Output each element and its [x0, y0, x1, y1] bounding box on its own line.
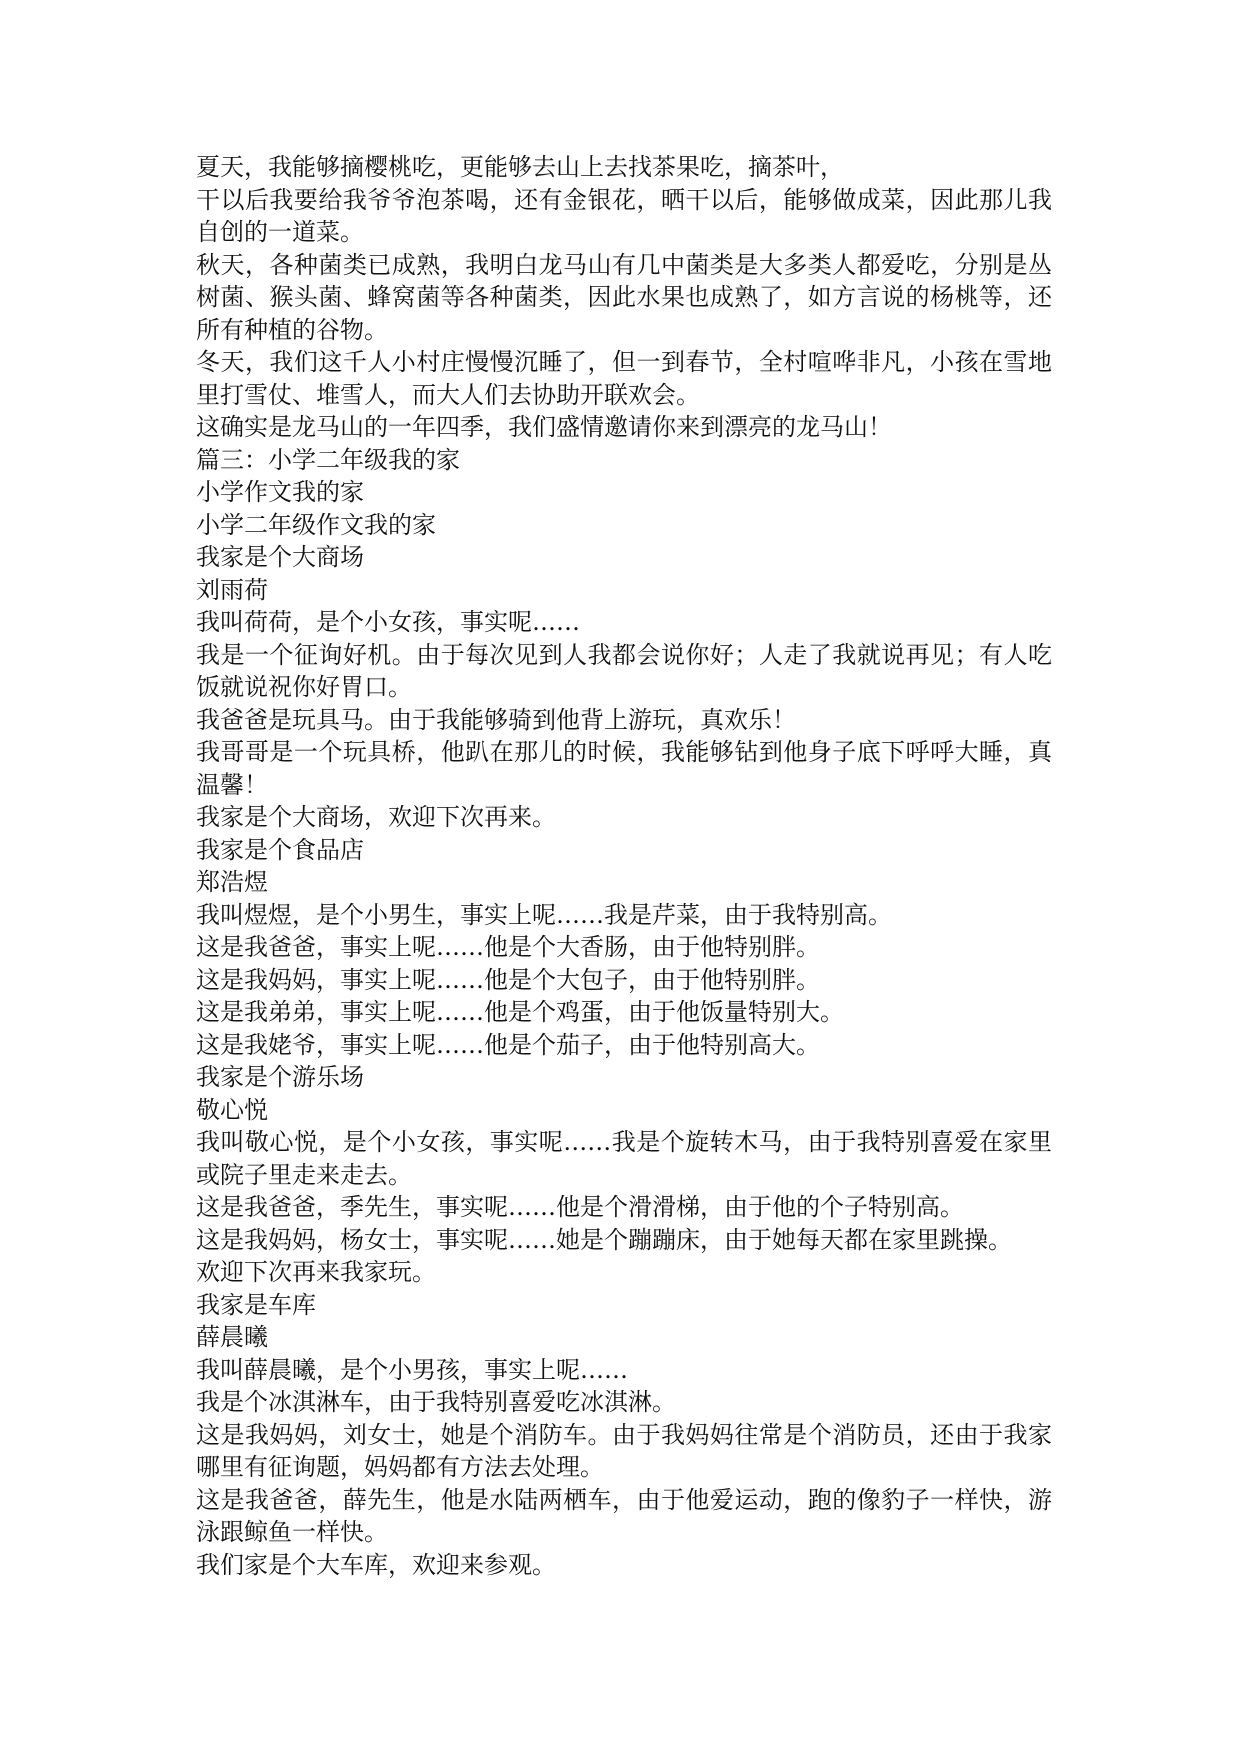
- essay-title: 我家是个游乐场: [196, 1063, 364, 1091]
- paragraph: 我爸爸是玩具马。由于我能够骑到他背上游玩，真欢乐！: [196, 705, 796, 734]
- paragraph: 我是个冰淇淋车，由于我特别喜爱吃冰淇淋。: [196, 1388, 676, 1416]
- essay-title: 我家是车库: [196, 1290, 316, 1319]
- essay-author: 刘雨荷: [196, 575, 268, 604]
- paragraph: 欢迎下次再来我家玩。: [196, 1258, 436, 1286]
- paragraph: 我叫荷荷，是个小女孩，事实呢……: [196, 608, 580, 636]
- document-body: [196, 151, 1052, 1581]
- paragraph: 这是我爸爸，薛先生，他是水陆两栖车，由于他爱运动，跑的像豹子一样快，游泳跟鲸鱼一样快。: [196, 1485, 1052, 1546]
- paragraph: 这是我爸爸，季先生，事实呢……他是个滑滑梯，由于他的个子特别高。: [196, 1193, 964, 1221]
- paragraph: 我哥哥是一个玩具桥，他趴在那儿的时候，我能够钻到他身子底下呼呼大睡，真温馨！: [196, 738, 1052, 799]
- paragraph: 秋天，各种菌类已成熟，我明白龙马山有几中菌类是大多类人都爱吃，分别是丛树菌、猴头菌、蜂窝菌等各种菌类，因此水果也成熟了，如方言说的杨桃等，还所有种植的谷物。: [196, 250, 1052, 344]
- paragraph: 我是一个征询好机。由于每次见到人我都会说你好；人走了我就说再见；有人吃饭就说祝你好胃口。: [196, 640, 1052, 701]
- section-heading: 篇三：小学二年级我的家: [196, 445, 460, 474]
- paragraph: 夏天，我能够摘樱桃吃，更能够去山上去找茶果吃，摘茶叶，: [196, 153, 844, 181]
- paragraph: 我叫敬心悦，是个小女孩，事实呢……我是个旋转木马，由于我特别喜爱在家里或院子里走来走去。: [196, 1128, 1052, 1189]
- paragraph: 这是我弟弟，事实上呢……他是个鸡蛋，由于他饭量特别大。: [196, 998, 844, 1026]
- paragraph: 我们家是个大车库，欢迎来参观。: [196, 1550, 556, 1579]
- paragraph: 这是我爸爸，事实上呢……他是个大香肠，由于他特别胖。: [196, 933, 820, 961]
- paragraph: 这确实是龙马山的一年四季，我们盛情邀请你来到漂亮的龙马山！: [196, 413, 892, 441]
- essay-author: 敬心悦: [196, 1095, 268, 1124]
- subheading: 小学二年级作文我的家: [196, 510, 436, 539]
- paragraph: 我叫煜煜，是个小男生，事实上呢……我是芹菜，由于我特别高。: [196, 900, 892, 929]
- subheading: 小学作文我的家: [196, 478, 364, 506]
- paragraph: 这是我妈妈，事实上呢……他是个大包子，由于他特别胖。: [196, 965, 820, 994]
- paragraph: 这是我姥爷，事实上呢……他是个茄子，由于他特别高大。: [196, 1030, 820, 1059]
- essay-author: 郑浩煜: [196, 868, 268, 896]
- paragraph: 干以后我要给我爷爷泡茶喝，还有金银花，晒干以后，能够做成菜，因此那儿我自创的一道菜。: [196, 185, 1052, 246]
- paragraph: 这是我妈妈，杨女士，事实呢……她是个蹦蹦床，由于她每天都在家里跳操。: [196, 1225, 1012, 1254]
- paragraph: 冬天，我们这千人小村庄慢慢沉睡了，但一到春节，全村喧哗非凡，小孩在雪地里打雪仗、堆雪人，而大人们去协助开联欢会。: [196, 348, 1052, 409]
- paragraph: 我家是个大商场，欢迎下次再来。: [196, 803, 556, 831]
- essay-title: 我家是个大商场: [196, 543, 364, 571]
- paragraph: 这是我妈妈，刘女士，她是个消防车。由于我妈妈往常是个消防员，还由于我家哪里有征询题，妈妈都有方法去处理。: [196, 1420, 1052, 1481]
- paragraph: 我叫薛晨曦，是个小男孩，事实上呢……: [196, 1355, 628, 1384]
- essay-title: 我家是个食品店: [196, 835, 364, 864]
- essay-author: 薛晨曦: [196, 1323, 268, 1351]
